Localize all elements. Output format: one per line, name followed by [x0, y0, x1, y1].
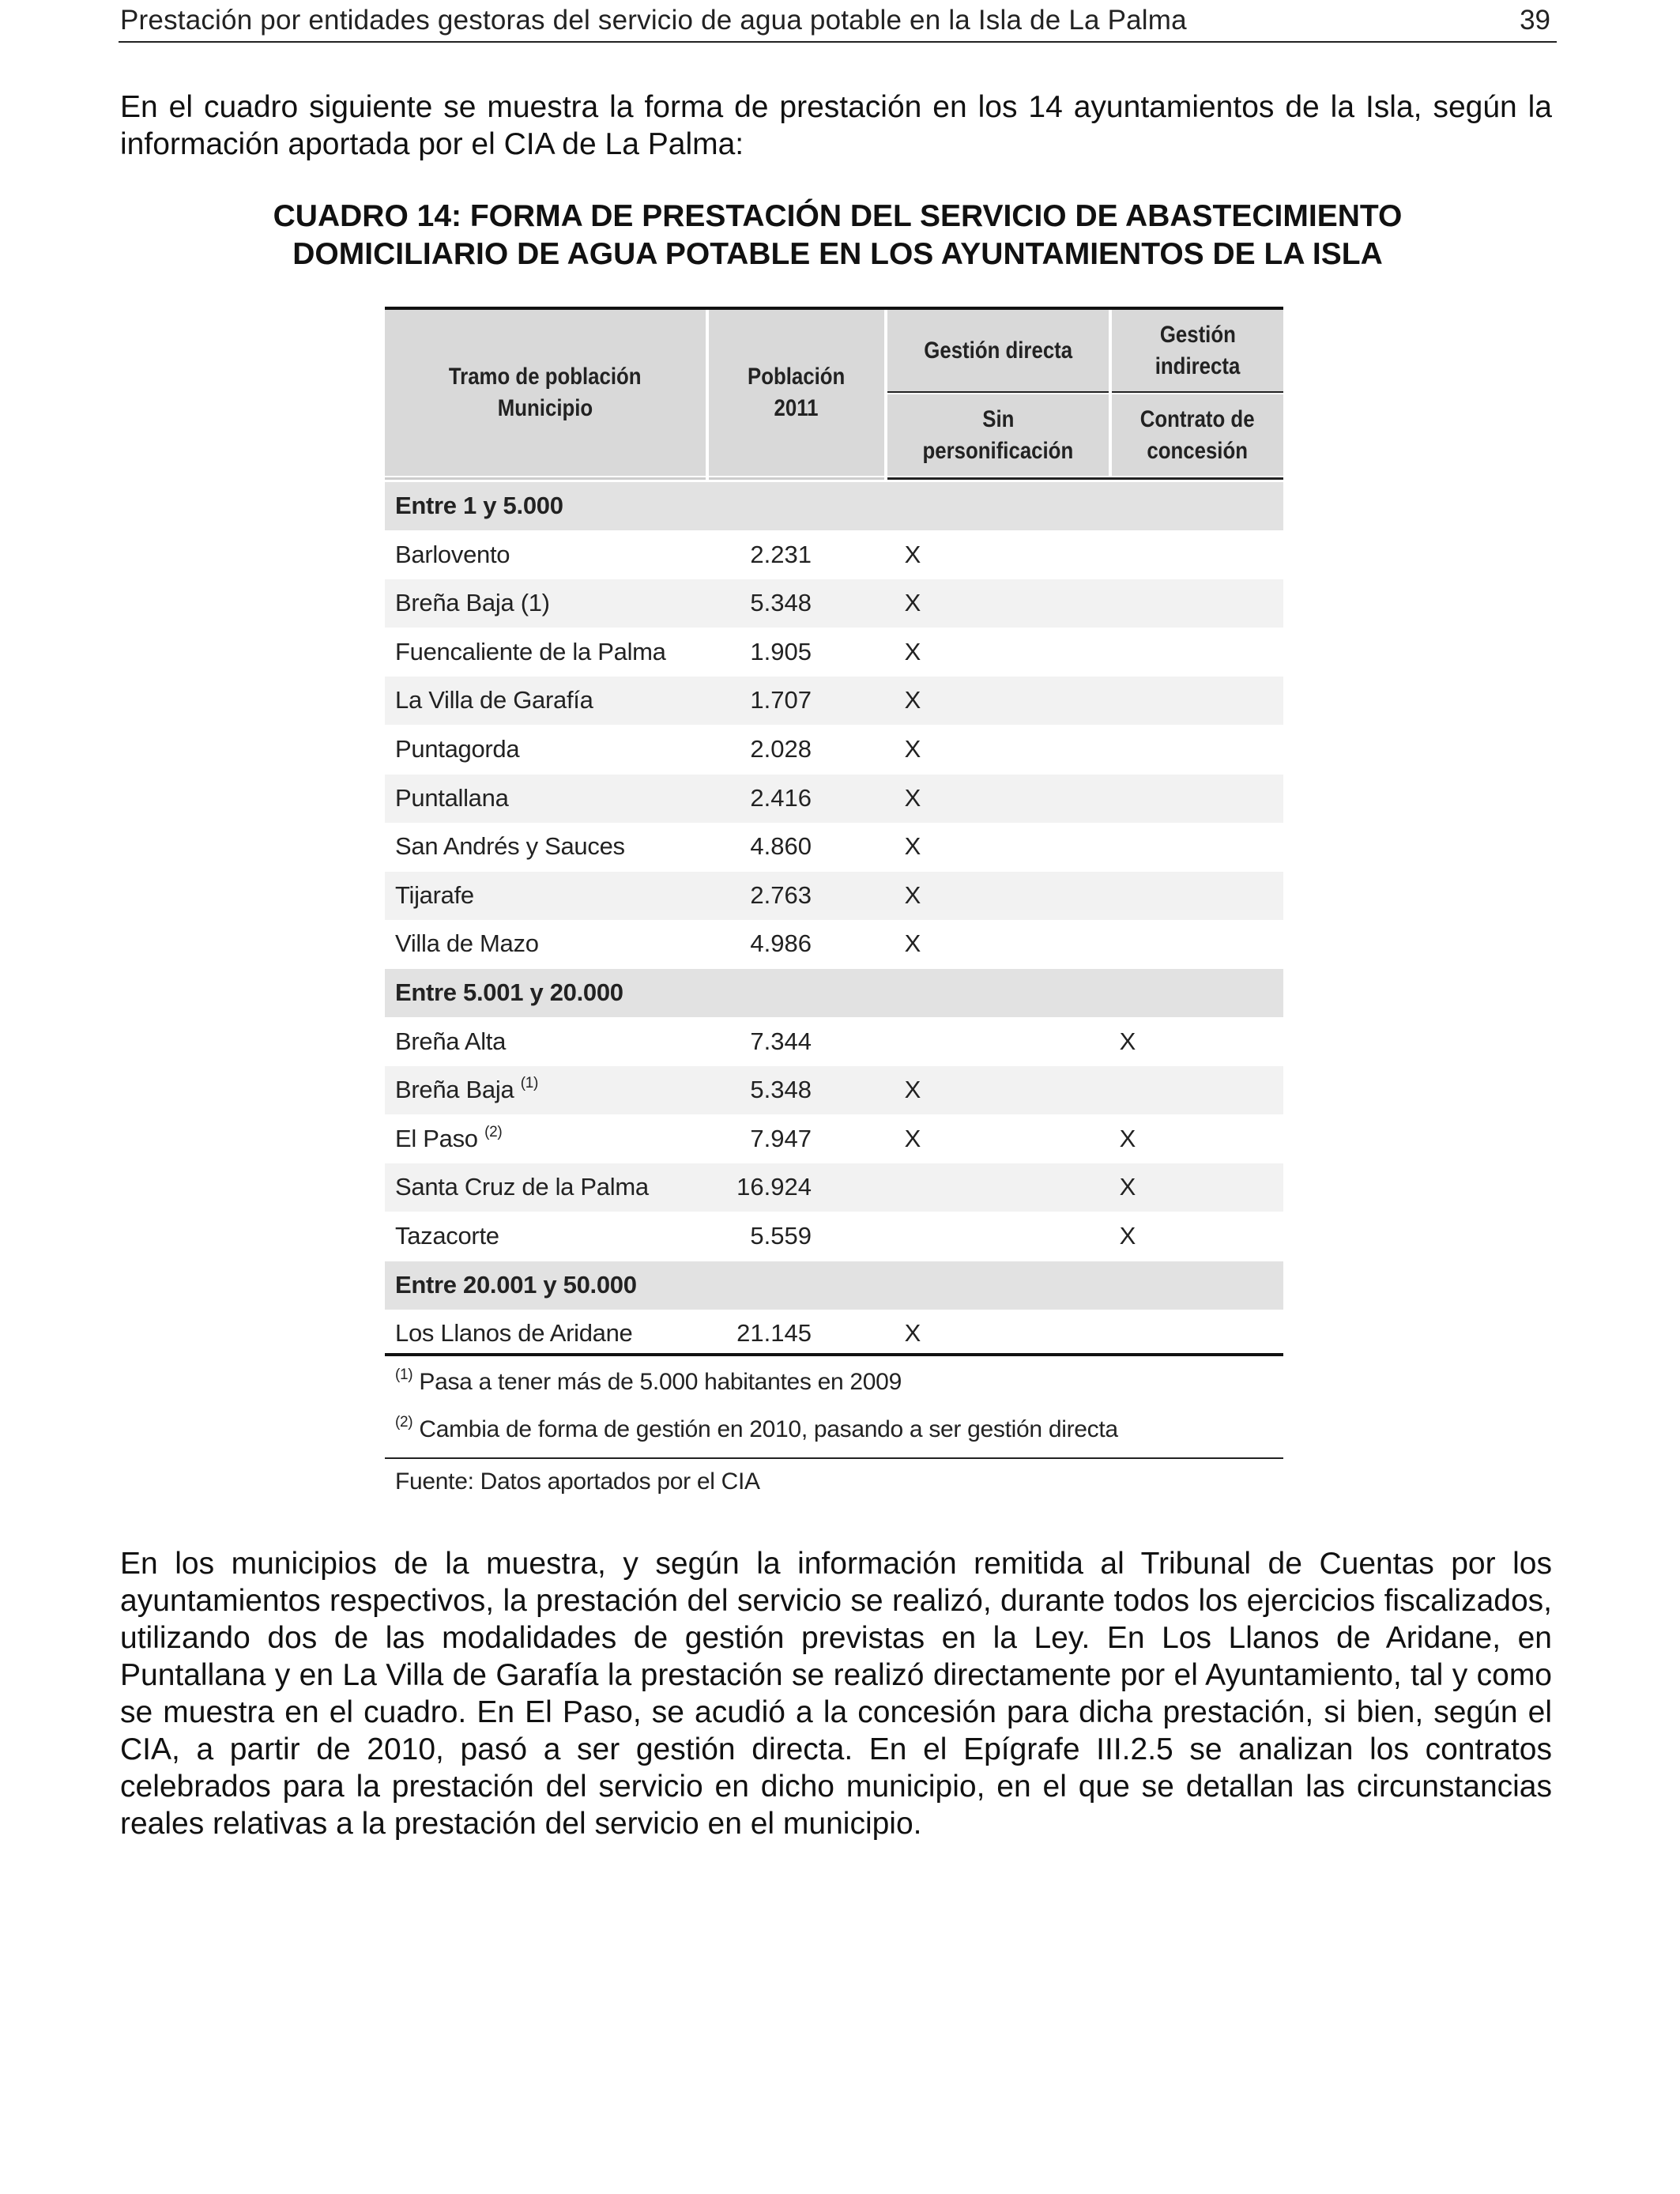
cell-gestion-directa: X	[904, 783, 921, 812]
table-row	[385, 823, 1283, 871]
cell-poblacion: 5.348	[750, 589, 812, 617]
table-source: Fuente: Datos aportados por el CIA	[395, 1468, 760, 1495]
municipio-name: La Villa de Garafía	[395, 686, 593, 714]
header-poblacion-line-2: 2011	[774, 395, 819, 421]
table-group-row	[385, 1261, 1283, 1310]
cell-poblacion: 5.348	[750, 1076, 812, 1104]
header-divider-directa	[887, 391, 1109, 393]
group-label: Entre 20.001 y 50.000	[395, 1270, 637, 1299]
header-sin-personificacion-line-1: Sin	[981, 405, 1015, 432]
body-paragraph: En los municipios de la muestra, y según la información remitida al Tribunal de Cuentas por los ayuntamientos respectivos, la prestación del servicio se realizó, durante todos los ejercicios fiscalizados, utilizando dos de las modalidades de gestión previstas en la Ley. En Los Llanos de Aridane, en Puntallana y en La Villa de Garafía la prestación se realizó directamente por el Ayuntamiento, tal y como se muestra en el cuadro. En El Paso, se acudió a la concesión para dicha prestación, si bien, según el CIA, a partir de 2010, pasó a ser gestión directa. En el Epígrafe III.2.5 se analizan los contratos celebrados para la prestación del servicio en dicho municipio, en el que se detallan las circunstancias reales relativas a la prestación del servicio en el municipio.	[120, 1547, 1552, 1841]
header-bottom-rule-municipio	[385, 477, 706, 480]
table-row	[385, 579, 1283, 628]
header-gestion-indirecta-line-2: indirecta	[1155, 352, 1241, 379]
header-bottom-rule-gestion	[887, 477, 1283, 480]
table-group-row	[385, 482, 1283, 530]
municipio-name: Breña Baja	[395, 1076, 514, 1104]
intro-paragraph: En el cuadro siguiente se muestra la forma de prestación en los 14 ayuntamientos de la Isla, según la información aportada por el CIA de La Palma:	[120, 90, 1552, 161]
footnote-mark: (2)	[484, 1123, 503, 1140]
cell-poblacion: 2.231	[750, 540, 812, 568]
footnote-1-text: Pasa a tener más de 5.000 habitantes en 2009	[412, 1369, 902, 1395]
cell-gestion-directa: X	[904, 1076, 921, 1104]
cell-gestion-directa: X	[904, 832, 921, 861]
cell-poblacion: 1.707	[750, 686, 812, 714]
cell-poblacion: 5.559	[750, 1222, 812, 1250]
footnote-2-text: Cambia de forma de gestión en 2010, pasando a ser gestión directa	[412, 1416, 1118, 1442]
cell-municipio	[395, 1027, 506, 1056]
table-row	[385, 1018, 1283, 1066]
table-row	[385, 775, 1283, 823]
cell-contrato-concesion: X	[1119, 1027, 1136, 1055]
cell-contrato-concesion: X	[1119, 1222, 1136, 1250]
table-bottom-rule	[385, 1353, 1283, 1356]
municipio-name: Barlovento	[395, 540, 510, 568]
cell-municipio	[395, 735, 519, 763]
cell-municipio	[395, 638, 666, 666]
table-row	[385, 1310, 1283, 1358]
cell-municipio	[395, 929, 539, 958]
header-contrato-line-1: Contrato de	[1140, 405, 1255, 432]
cell-municipio	[395, 541, 510, 569]
cell-poblacion: 16.924	[736, 1173, 812, 1201]
footnote-2	[395, 1416, 1118, 1443]
header-municipio-line-1: Tramo de población	[449, 364, 642, 390]
group-label: Entre 1 y 5.000	[395, 492, 563, 519]
cell-gestion-directa: X	[904, 1319, 921, 1348]
table-row	[385, 628, 1283, 677]
cell-gestion-directa: X	[904, 637, 921, 665]
municipio-name: San Andrés y Sauces	[395, 832, 625, 861]
cell-poblacion: 7.947	[750, 1124, 812, 1152]
table-row	[385, 1066, 1283, 1114]
cell-contrato-concesion: X	[1119, 1124, 1136, 1152]
header-contrato-line-2: concesión	[1147, 437, 1249, 464]
header-municipio	[385, 310, 706, 476]
cell-contrato-concesion: X	[1119, 1173, 1136, 1201]
cell-gestion-directa: X	[904, 880, 921, 909]
municipio-name: El Paso	[395, 1124, 478, 1152]
page-number: 39	[1520, 5, 1550, 36]
cell-municipio	[395, 1173, 649, 1201]
footnote-mark: (1)	[520, 1075, 539, 1092]
cell-poblacion: 2.763	[750, 880, 812, 909]
cell-poblacion: 4.986	[750, 929, 812, 958]
table-row	[385, 872, 1283, 920]
municipio-name: Tazacorte	[395, 1222, 499, 1250]
table-caption-line-1: CUADRO 14: FORMA DE PRESTACIÓN DEL SERVICIO DE ABASTECIMIENTO	[273, 199, 1403, 233]
header-divider-indirecta	[1112, 391, 1283, 393]
table-row	[385, 1115, 1283, 1163]
cell-poblacion: 7.344	[750, 1027, 812, 1055]
footnote-1	[395, 1369, 902, 1396]
cell-poblacion: 1.905	[750, 637, 812, 665]
header-gestion-directa-label: Gestión directa	[924, 337, 1072, 364]
table-row	[385, 1163, 1283, 1212]
municipio-name: Tijarafe	[395, 880, 474, 909]
cell-gestion-directa: X	[904, 735, 921, 763]
municipio-name: Breña Baja (1)	[395, 589, 550, 617]
footnote-1-mark: (1)	[395, 1367, 413, 1383]
cell-gestion-directa: X	[904, 929, 921, 958]
municipio-name: Puntagorda	[395, 735, 520, 763]
cell-gestion-directa: X	[904, 686, 921, 714]
table-row	[385, 920, 1283, 968]
cell-municipio	[395, 1076, 538, 1104]
cell-gestion-directa: X	[904, 1124, 921, 1152]
running-title: Prestación por entidades gestoras del servicio de agua potable en la Isla de La Palma	[120, 5, 1187, 36]
source-rule	[385, 1457, 1283, 1459]
cell-municipio	[395, 832, 625, 861]
municipio-name: Santa Cruz de la Palma	[395, 1173, 649, 1201]
header-sin-personificacion	[887, 394, 1109, 476]
cell-municipio	[395, 881, 474, 910]
table-group-row	[385, 969, 1283, 1017]
cell-poblacion: 2.028	[750, 735, 812, 763]
municipio-name: Fuencaliente de la Palma	[395, 637, 666, 665]
cell-municipio	[395, 1125, 502, 1153]
cell-poblacion: 21.145	[736, 1319, 812, 1348]
cell-poblacion: 2.416	[750, 783, 812, 812]
cell-municipio	[395, 1319, 633, 1348]
header-contrato-concesion	[1112, 394, 1283, 476]
header-poblacion-line-1: Población	[748, 364, 846, 390]
header-municipio-line-2: Municipio	[497, 395, 593, 421]
table-row	[385, 726, 1283, 774]
municipio-name: Villa de Mazo	[395, 929, 539, 958]
cell-municipio	[395, 589, 550, 617]
group-label: Entre 5.001 y 20.000	[395, 978, 623, 1006]
page-header	[119, 2, 1557, 43]
table-caption-line-2: DOMICILIARIO DE AGUA POTABLE EN LOS AYUNTAMIENTOS DE LA ISLA	[292, 237, 1383, 271]
header-bottom-rule-poblacion	[709, 477, 884, 480]
footnote-2-mark: (2)	[395, 1414, 413, 1431]
cell-poblacion: 4.860	[750, 832, 812, 861]
header-gestion-directa	[887, 310, 1109, 391]
municipio-name: Breña Alta	[395, 1027, 507, 1055]
table-row	[385, 677, 1283, 725]
table-row	[385, 1212, 1283, 1261]
municipio-name: Puntallana	[395, 783, 509, 812]
header-gestion-indirecta-line-1: Gestión	[1159, 321, 1236, 348]
cell-gestion-directa: X	[904, 540, 921, 568]
cell-municipio	[395, 784, 509, 812]
header-poblacion	[709, 310, 884, 476]
cell-municipio	[395, 1222, 499, 1250]
table-row	[385, 531, 1283, 579]
header-sin-personificacion-line-2: personificación	[922, 437, 1074, 464]
header-gestion-indirecta	[1112, 310, 1283, 391]
cell-municipio	[395, 686, 593, 714]
municipio-name: Los Llanos de Aridane	[395, 1319, 633, 1348]
cell-gestion-directa: X	[904, 589, 921, 617]
